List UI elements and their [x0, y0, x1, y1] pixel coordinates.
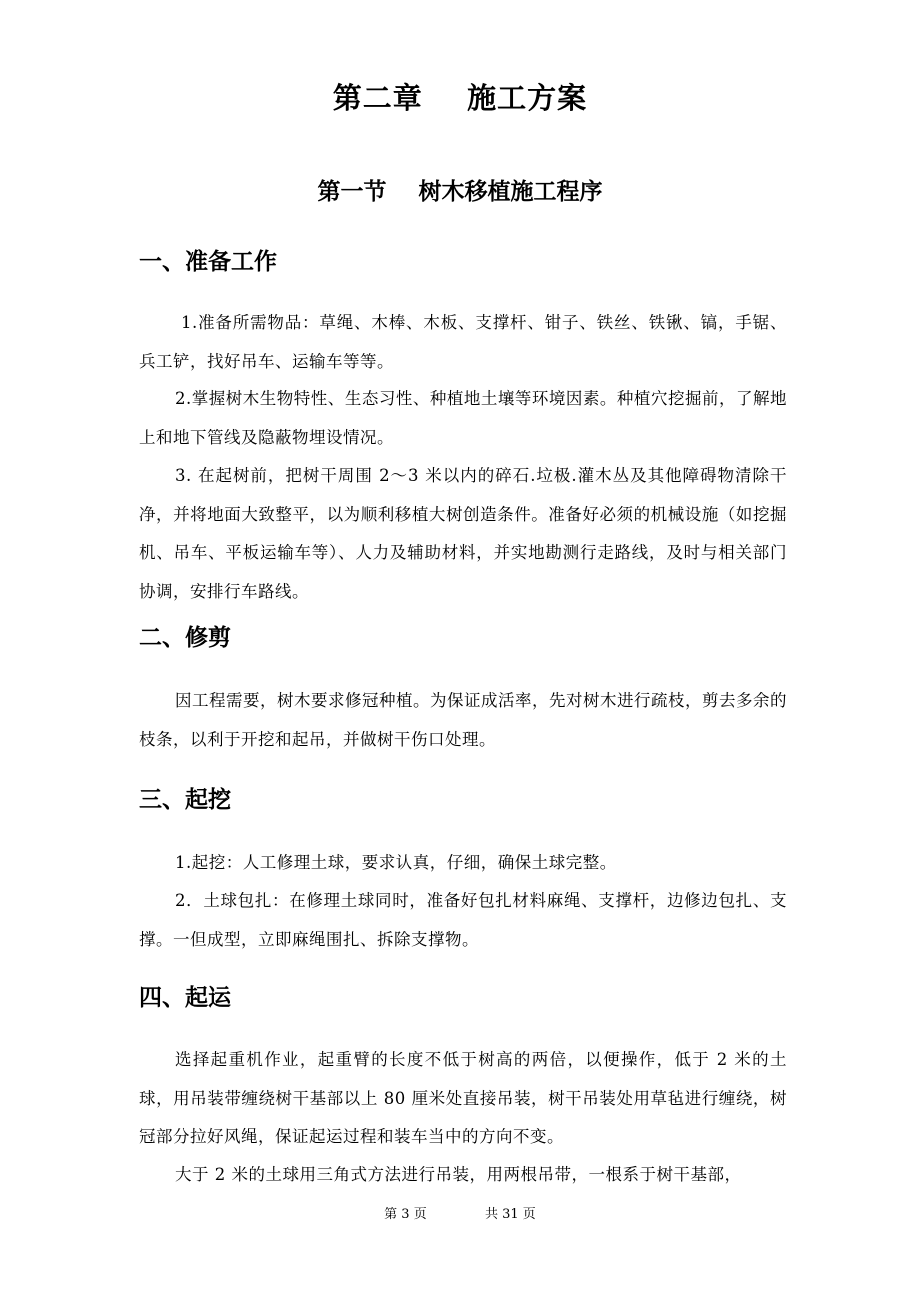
paragraph: 大于 2 米的土球用三角式方法进行吊装，用两根吊带，一根系于树干基部， — [175, 1165, 742, 1184]
heading-digging: 三、起挖 — [139, 787, 231, 813]
paragraph: 2．土球包扎：在修理土球同时，准备好包扎材料麻绳、支撑杆，边修边包扎、支撑。一但成型，立即麻绳围扎、拆除支撑物。 — [139, 891, 787, 949]
paragraph: 选择起重机作业，起重臂的长度不低于树高的两倍，以便操作，低于 2 米的土球，用吊装带缠绕树干基部以上 80 厘米处直接吊装，树干吊装处用草毡进行缠绕，树冠部分拉好风绳，保证起运过程和装车当中的方向不变。 — [139, 1050, 787, 1146]
section-title: 第一节 树木移植施工程序 — [317, 179, 603, 205]
paragraph: 1.起挖：人工修理土球，要求认真，仔细，确保土球完整。 — [175, 853, 617, 872]
paragraph: 因工程需要，树木要求修冠种植。为保证成活率，先对树木进行疏枝，剪去多余的枝条，以利于开挖和起吊，并做树干伤口处理。 — [139, 691, 787, 749]
paragraph: 1.准备所需物品：草绳、木棒、木板、支撑杆、钳子、铁丝、铁锹、镐，手锯、兵工铲，找好吊车、运输车等等。 — [139, 313, 787, 371]
page-footer — [0, 1205, 920, 1225]
heading-preparation: 一、准备工作 — [139, 249, 277, 275]
heading-pruning: 二、修剪 — [139, 625, 231, 651]
heading-transport: 四、起运 — [139, 985, 231, 1011]
chapter-title: 第二章 施工方案 — [332, 81, 588, 115]
paragraph: 2.掌握树木生物特性、生态习性、种植地土壤等环境因素。种植穴挖掘前，了解地上和地下管线及隐蔽物埋设情况。 — [139, 389, 787, 447]
page-total: 共 31 页 — [485, 1207, 536, 1222]
page-number: 第 3 页 — [384, 1207, 427, 1222]
paragraph: 3. 在起树前，把树干周围 2～3 米以内的碎石.垃极.灌木丛及其他障碍物清除干净，并将地面大致整平，以为顺利移植大树创造条件。准备好必须的机械设施（如挖掘机、吊车、平板运输车等）、人力及辅助材料，并实地勘测行走路线，及时与相关部门协调，安排行车路线。 — [139, 466, 787, 601]
